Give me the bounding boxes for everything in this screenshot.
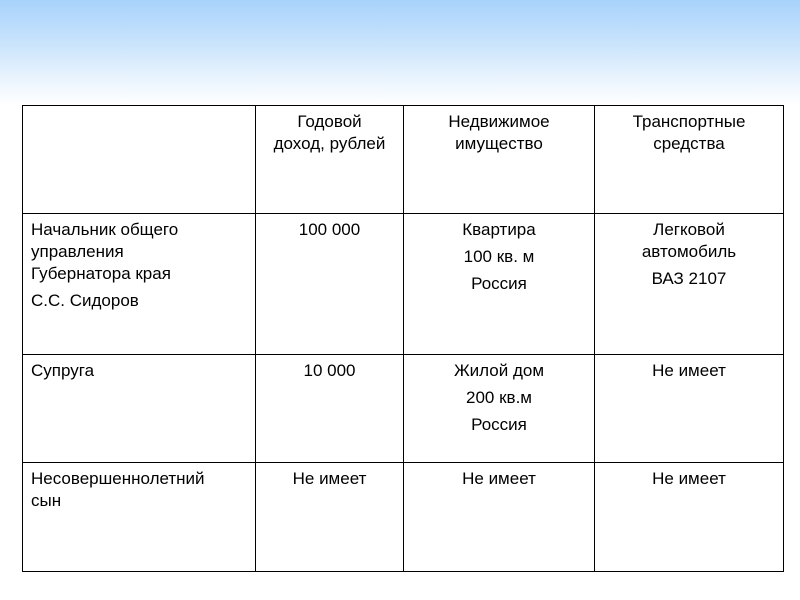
header-cell-transport: Транспортные средства [595,106,784,214]
table-row [23,463,784,572]
transport-cell: Не имеет [595,355,784,463]
table-header-row [23,106,784,214]
income-cell: 100 000 [256,214,404,355]
header-cell-property: Недвижимое имущество [404,106,595,214]
income-cell: 10 000 [256,355,404,463]
header-cell-income: Годовой доход, рублей [256,106,404,214]
header-cell-empty [23,106,256,214]
transport-cell: Не имеет [595,463,784,572]
person-cell: Несовершеннолетний сын [23,463,256,572]
table-row [23,214,784,355]
income-cell: Не имеет [256,463,404,572]
property-cell: Квартира 100 кв. м Россия [404,214,595,355]
declaration-table [22,105,784,572]
person-cell: Супруга [23,355,256,463]
property-cell: Жилой дом 200 кв.м Россия [404,355,595,463]
property-cell: Не имеет [404,463,595,572]
table-row [23,355,784,463]
transport-cell: Легковой автомобиль ВАЗ 2107 [595,214,784,355]
person-cell: Начальник общего управления Губернатора края С.С. Сидоров [23,214,256,355]
